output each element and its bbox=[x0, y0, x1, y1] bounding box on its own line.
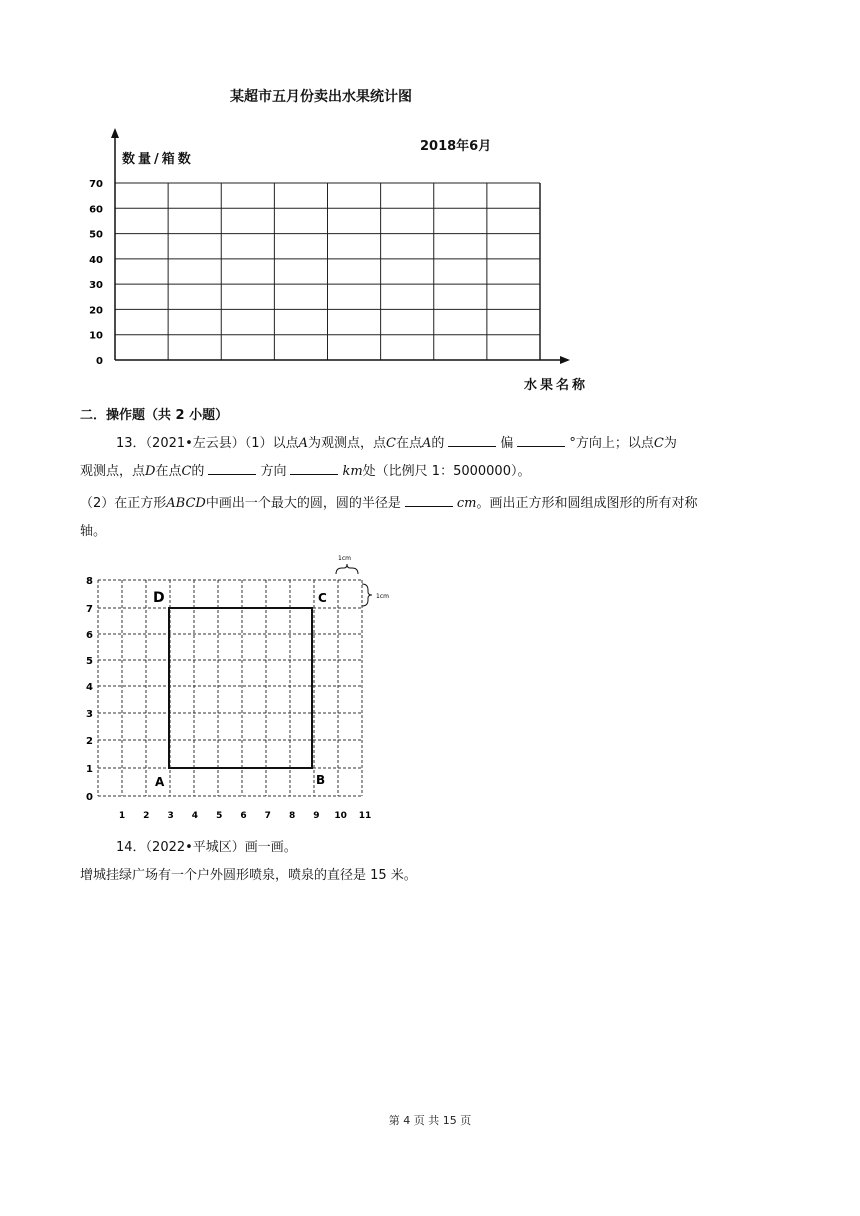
q13-text: 的 bbox=[431, 436, 445, 451]
grid-y-tick: 1 bbox=[86, 764, 93, 775]
q13-line2 bbox=[80, 458, 530, 486]
label-d: D bbox=[153, 590, 165, 606]
q13-line3 bbox=[80, 490, 697, 518]
grid-x-tick: 11 bbox=[358, 811, 372, 821]
grid-x-tick: 9 bbox=[313, 811, 320, 821]
point-c: C bbox=[653, 436, 664, 451]
grid-x-tick: 8 bbox=[288, 811, 296, 821]
grid-x-tick: 10 bbox=[334, 811, 347, 821]
grid-y-tick: 7 bbox=[86, 604, 93, 615]
q13-line1 bbox=[116, 430, 677, 458]
q13-text: （2）在正方形 bbox=[80, 496, 167, 511]
grid-y-tick: 4 bbox=[86, 682, 93, 693]
scale-label-h: 1cm bbox=[338, 555, 351, 562]
chart-date: 2018年6月 bbox=[420, 139, 492, 154]
q13-text: 观测点，点 bbox=[80, 464, 146, 479]
bar-chart bbox=[0, 0, 860, 400]
square-abcd: ABCD bbox=[166, 496, 206, 511]
answer-blank[interactable] bbox=[448, 434, 496, 447]
label-c: C bbox=[318, 591, 327, 605]
grid-lines bbox=[98, 580, 362, 796]
answer-blank[interactable] bbox=[208, 462, 256, 475]
scale-brace-h bbox=[336, 564, 358, 574]
grid-axis-ticks bbox=[86, 576, 371, 821]
q13-text: 偏 bbox=[500, 436, 514, 451]
chart-x-arrow bbox=[560, 356, 570, 364]
chart-y-arrow bbox=[111, 128, 119, 138]
q13-text: 方向 bbox=[260, 464, 287, 479]
chart-y-tick-label: 20 bbox=[89, 305, 103, 317]
scale-brace-v bbox=[362, 584, 372, 606]
chart-y-tick-label: 30 bbox=[89, 280, 103, 292]
q13-text: 为 bbox=[663, 436, 677, 451]
point-a: A bbox=[298, 436, 308, 451]
point-d: D bbox=[145, 464, 156, 479]
grid-y-tick: 8 bbox=[86, 576, 93, 587]
point-c: C bbox=[385, 436, 396, 451]
grid-x-tick: 7 bbox=[264, 811, 271, 821]
q13-text: 13．（2021•左云县）（1）以点 bbox=[116, 436, 299, 451]
grid-y-tick: 6 bbox=[86, 630, 93, 641]
section-heading: 二．操作题（共 2 小题） bbox=[80, 408, 229, 423]
chart-grid bbox=[115, 183, 540, 360]
answer-blank[interactable] bbox=[517, 434, 565, 447]
q13-text: 为观测点，点 bbox=[307, 436, 386, 451]
chart-y-tick-label: 60 bbox=[89, 204, 103, 216]
q13-text: °方向上；以点 bbox=[569, 436, 654, 451]
grid-y-tick: 0 bbox=[86, 792, 93, 803]
scale-label-v: 1cm bbox=[376, 593, 389, 600]
q13-text: 在点 bbox=[155, 464, 182, 479]
square-abcd-shape bbox=[169, 608, 312, 768]
grid-x-tick: 4 bbox=[191, 811, 199, 821]
q13-text: 在点 bbox=[395, 436, 422, 451]
grid-y-tick: 5 bbox=[86, 656, 93, 667]
chart-y-tick-label: 70 bbox=[89, 179, 103, 190]
q13-text: 。画出正方形和圆组成图形的所有对称 bbox=[476, 496, 698, 511]
grid-figure bbox=[0, 550, 460, 830]
chart-y-tick-label: 0 bbox=[96, 356, 103, 367]
label-b: B bbox=[316, 773, 326, 787]
page-footer: 第 4 页 共 15 页 bbox=[388, 1114, 472, 1127]
point-a: A bbox=[421, 436, 432, 451]
chart-title: 某超市五月份卖出水果统计图 bbox=[230, 89, 412, 105]
label-a: A bbox=[155, 775, 165, 789]
point-c: C bbox=[181, 464, 192, 479]
grid-x-tick: 2 bbox=[143, 811, 150, 821]
grid-x-tick: 3 bbox=[167, 811, 174, 821]
unit-km: km bbox=[342, 464, 363, 479]
answer-blank[interactable] bbox=[405, 494, 453, 507]
unit-cm: cm bbox=[456, 496, 477, 511]
q14-line1: 14．（2022•平城区）画一画。 bbox=[116, 840, 297, 855]
chart-x-axis-label: 水果名称 bbox=[524, 378, 589, 393]
q13-text: 中画出一个最大的圆，圆的半径是 bbox=[205, 496, 401, 511]
chart-y-tick-label: 50 bbox=[89, 229, 103, 241]
grid-x-tick: 6 bbox=[240, 811, 247, 821]
grid-x-tick: 5 bbox=[216, 811, 223, 821]
chart-y-axis-label: 数量/箱数 bbox=[122, 152, 194, 167]
chart-axes bbox=[111, 128, 570, 364]
chart-y-ticks bbox=[89, 179, 103, 367]
q14-line2: 增城挂绿广场有一个户外圆形喷泉，喷泉的直径是 15 米。 bbox=[80, 868, 417, 883]
q13-line4: 轴。 bbox=[80, 524, 107, 539]
q13-text: 的 bbox=[191, 464, 205, 479]
q13-text: 处（比例尺 1：5000000）。 bbox=[362, 464, 531, 479]
answer-blank[interactable] bbox=[290, 462, 338, 475]
chart-y-tick-label: 40 bbox=[89, 254, 103, 266]
grid-y-tick: 3 bbox=[86, 709, 93, 720]
grid-x-tick: 1 bbox=[118, 811, 126, 821]
grid-y-tick: 2 bbox=[86, 736, 93, 747]
chart-y-tick-label: 10 bbox=[89, 330, 103, 342]
